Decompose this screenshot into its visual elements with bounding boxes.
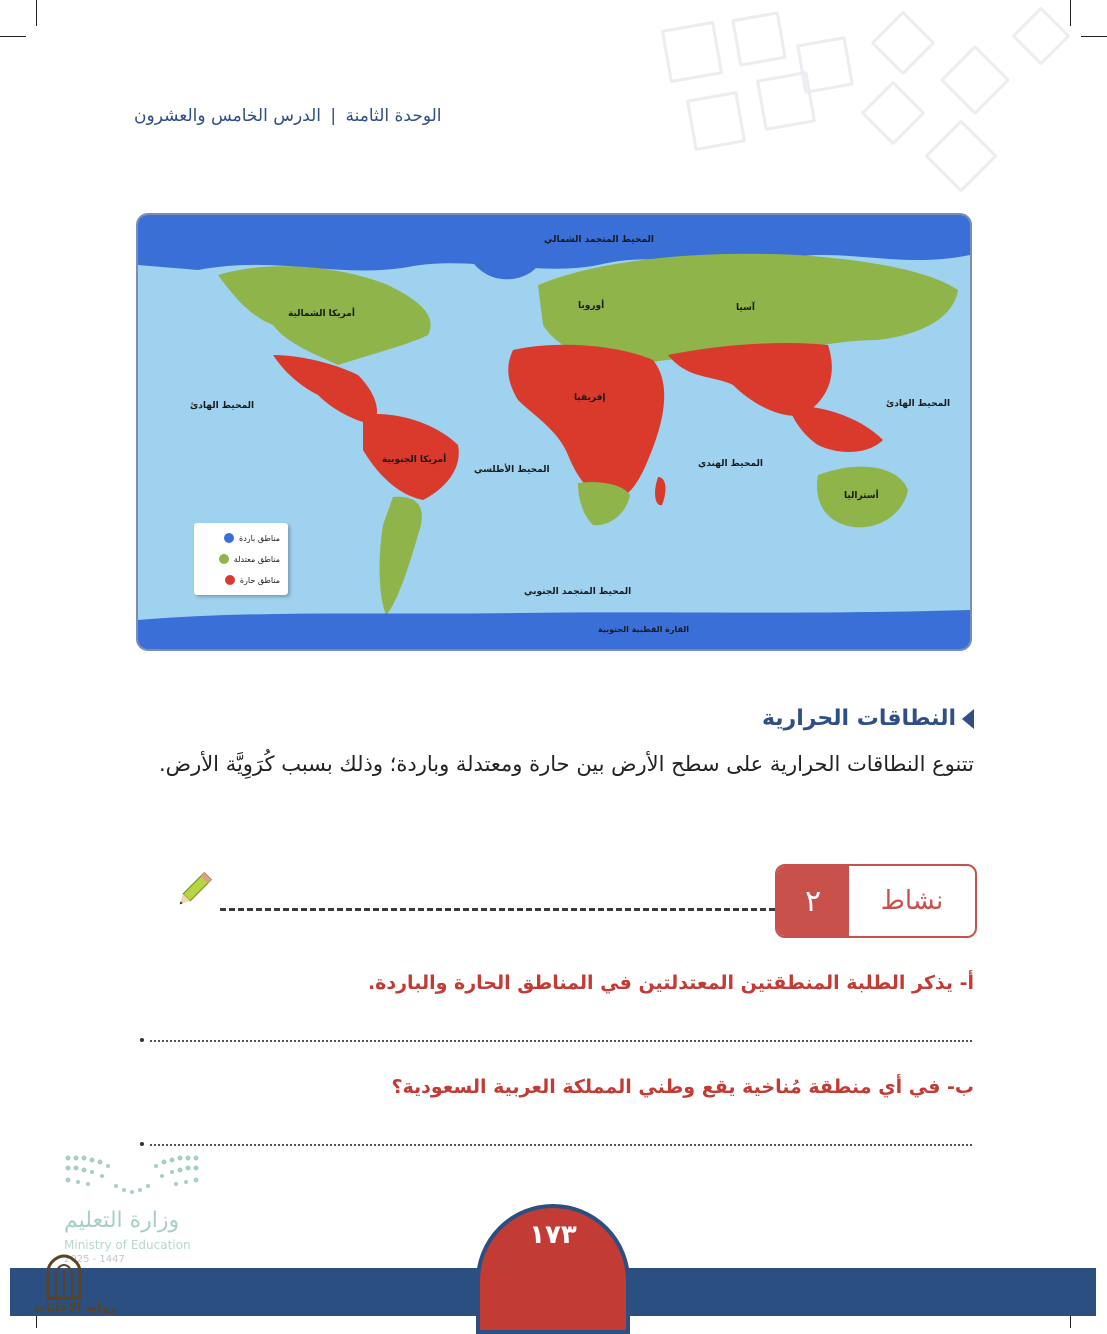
- decorative-square: [756, 71, 816, 131]
- answer-line-a[interactable]: [150, 1040, 972, 1042]
- pencil-icon: [170, 868, 216, 914]
- activity-label: نشاط: [880, 886, 944, 916]
- activity-number: ٢: [777, 866, 849, 936]
- decorative-square: [924, 119, 998, 193]
- crop-mark: [1070, 0, 1071, 26]
- section-title-text: النطاقات الحرارية: [761, 706, 956, 731]
- decorative-square: [661, 21, 724, 84]
- map-label-europe: أوروبا: [578, 301, 605, 311]
- map-legend: [194, 523, 288, 595]
- map-label-africa: إفريقيا: [574, 393, 606, 403]
- decorative-square: [940, 45, 1011, 116]
- legend-item-hot: [225, 575, 280, 585]
- map-label-australia: أستراليا: [844, 491, 879, 501]
- decorative-square: [870, 10, 935, 75]
- south-asia-hot: [668, 343, 832, 416]
- answer-line-dot: [140, 1142, 144, 1146]
- activity-dashed-line: [220, 908, 775, 911]
- unit-title: الوحدة الثامنة: [345, 106, 442, 126]
- central-america-hot: [273, 355, 377, 425]
- africa-south-temperate: [578, 482, 630, 525]
- map-label-atlantic: المحيط الأطلسي: [474, 465, 550, 475]
- antarctica-ice: [138, 610, 970, 649]
- crop-mark: [1081, 36, 1107, 37]
- question-a: أ- يذكر الطلبة المنطقتين المعتدلتين في المناطق الحارة والباردة.: [367, 972, 974, 994]
- map-label-north-america: أمريكا الشمالية: [288, 309, 355, 319]
- legend-swatch-hot: [225, 575, 235, 585]
- page-header: [134, 106, 442, 126]
- legend-label-temperate: مناطق معتدلة: [233, 554, 280, 564]
- legend-swatch-cold: [224, 533, 234, 543]
- climate-zones-map: [136, 213, 972, 651]
- map-label-indian: المحيط الهندي: [698, 459, 763, 469]
- activity-badge: [775, 864, 977, 938]
- map-label-arctic-ocean: المحيط المتجمد الشمالي: [544, 235, 654, 245]
- header-separator: |: [330, 106, 337, 126]
- africa-hot: [508, 345, 664, 500]
- ministry-logo-dots: [64, 1152, 200, 1196]
- decorative-square: [1011, 6, 1070, 65]
- question-b: ب- في أي منطقة مُناخية يقع وطني المملكة العربية السعودية؟: [391, 1076, 974, 1098]
- page-number: ١٧٣: [529, 1220, 577, 1250]
- legend-swatch-temperate: [219, 554, 229, 564]
- decorative-square: [860, 80, 925, 145]
- lesson-title: الدرس الخامس والعشرون: [134, 106, 321, 126]
- map-label-pacific-east: المحيط الهادئ: [886, 399, 951, 409]
- watermark-text: رواية الإجابات: [34, 1300, 116, 1314]
- southeast-asia-hot: [788, 405, 883, 452]
- section-body: تتنوع النطاقات الحرارية على سطح الأرض بين حارة ومعتدلة وباردة؛ وذلك بسبب كُرَوِيَّة الأرض.: [159, 752, 974, 776]
- crop-mark: [0, 36, 26, 37]
- ministry-name-ar: وزارة التعليم: [64, 1208, 180, 1233]
- map-label-asia: آسيا: [736, 303, 755, 313]
- answer-line-dot: [140, 1038, 144, 1042]
- ministry-year: 2025 - 1447: [64, 1254, 125, 1265]
- answer-line-b[interactable]: [150, 1144, 972, 1146]
- ministry-name-en: Ministry of Education: [64, 1238, 191, 1252]
- madagascar: [655, 477, 665, 505]
- chevron-left-icon: [962, 709, 974, 729]
- map-label-pacific-west: المحيط الهادئ: [190, 401, 255, 411]
- legend-label-cold: مناطق باردة: [239, 533, 280, 543]
- legend-label-hot: مناطق حارة: [239, 575, 280, 585]
- decorative-square: [686, 91, 746, 151]
- watermark-logo-icon: [44, 1254, 84, 1300]
- crop-mark: [36, 0, 37, 26]
- map-label-southern-ocean: المحيط المتجمد الجنوبي: [524, 587, 632, 597]
- section-title: [762, 706, 974, 731]
- legend-item-cold: [224, 533, 280, 543]
- decorative-square: [731, 11, 787, 67]
- south-america-temperate: [380, 497, 422, 615]
- map-label-south-america: أمريكا الجنوبية: [382, 455, 447, 465]
- map-label-antarctica: القارة القطبية الجنوبية: [598, 625, 689, 634]
- legend-item-temperate: [219, 554, 280, 564]
